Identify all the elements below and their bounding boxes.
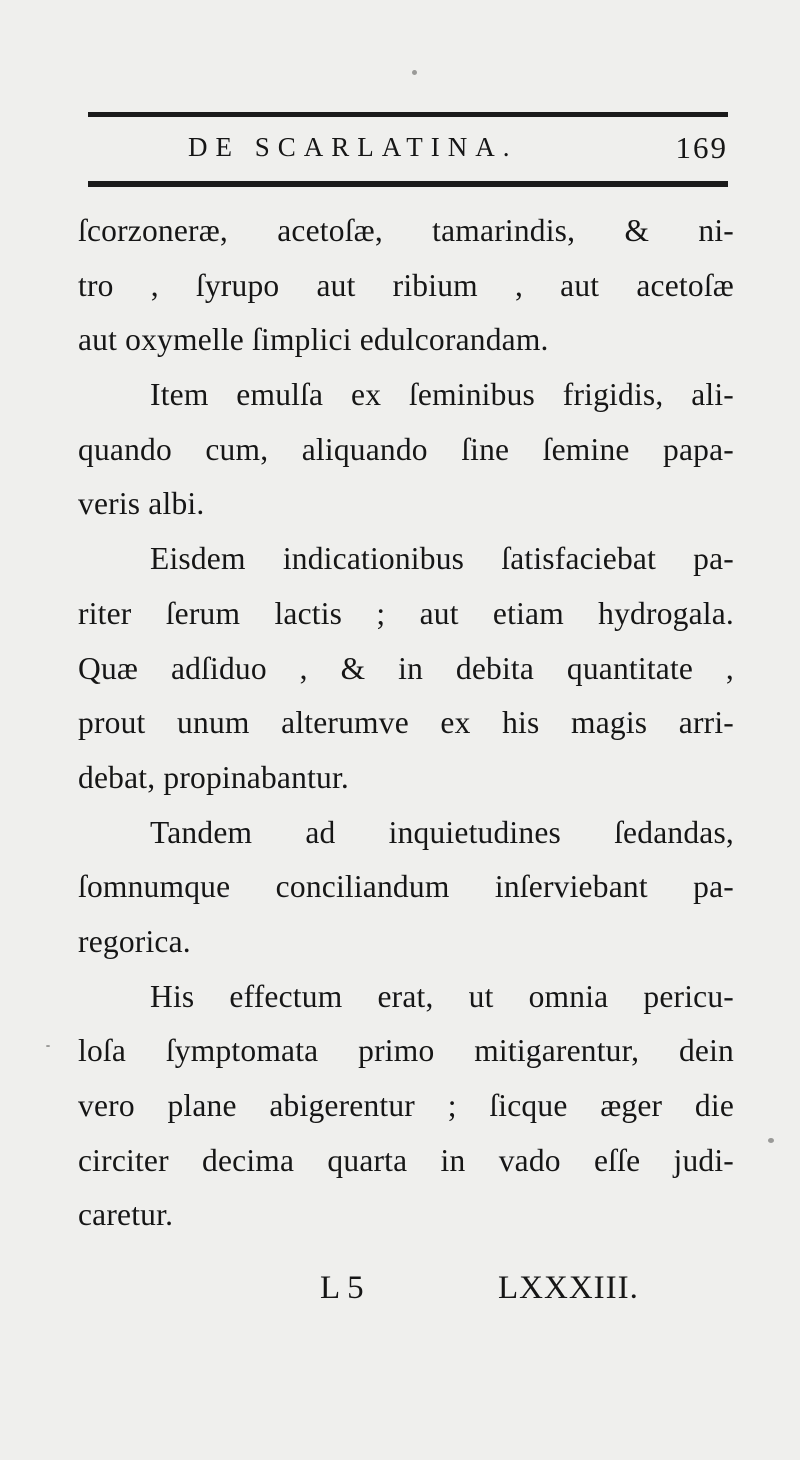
text-line: riter ſerum lactis ; aut etiam hydrogala. (78, 595, 734, 631)
paper-speck (768, 1138, 774, 1143)
paper-speck (46, 1045, 50, 1047)
text-line: Item emulſa ex ſeminibus frigidis, ali- (150, 377, 734, 413)
text-line: caretur. (78, 1197, 174, 1233)
catchword: LXXXIII. (498, 1270, 639, 1306)
text-line: loſa ſymptomata primo mitigarentur, dein (78, 1033, 734, 1069)
text-line: aut oxymelle ſimplici edulcorandam. (78, 322, 549, 358)
text-line: Eisdem indicationibus ſatisfaciebat pa- (150, 541, 734, 577)
text-line: Tandem ad inquietudines ſedandas, (150, 814, 734, 850)
text-line: His effectum erat, ut omnia pericu- (150, 978, 734, 1014)
text-line: circiter decima quarta in vado eſſe judi- (78, 1142, 734, 1178)
text-line: veris albi. (78, 486, 205, 522)
text-line: debat, propinabantur. (78, 759, 349, 795)
page-footer (320, 1270, 680, 1320)
text-line: Quæ adſiduo , & in debita quantitate , (78, 650, 734, 686)
header-top-rule (88, 112, 728, 117)
text-line: ſcorzoneræ, acetoſæ, tamarindis, & ni- (78, 213, 734, 248)
text-line: quando cum, aliquando ſine ſemine papa- (78, 431, 734, 467)
page-number: 169 (675, 130, 728, 165)
body-text (78, 204, 734, 1243)
text-line: ſomnumque conciliandum inſerviebant pa- (78, 869, 734, 905)
text-line: regorica. (78, 923, 191, 959)
running-title: DE SCARLATINA. (188, 132, 518, 162)
text-line: vero plane abigerentur ; ſicque æger die (78, 1088, 734, 1123)
text-line: prout unum alterumve ex his magis arri- (78, 705, 734, 741)
text-line: tro , ſyrupo aut ribium , aut acetoſæ (78, 267, 734, 303)
signature-mark: L 5 (320, 1270, 364, 1306)
running-header (188, 130, 728, 174)
paper-speck (412, 70, 417, 75)
header-bottom-rule (88, 181, 728, 187)
